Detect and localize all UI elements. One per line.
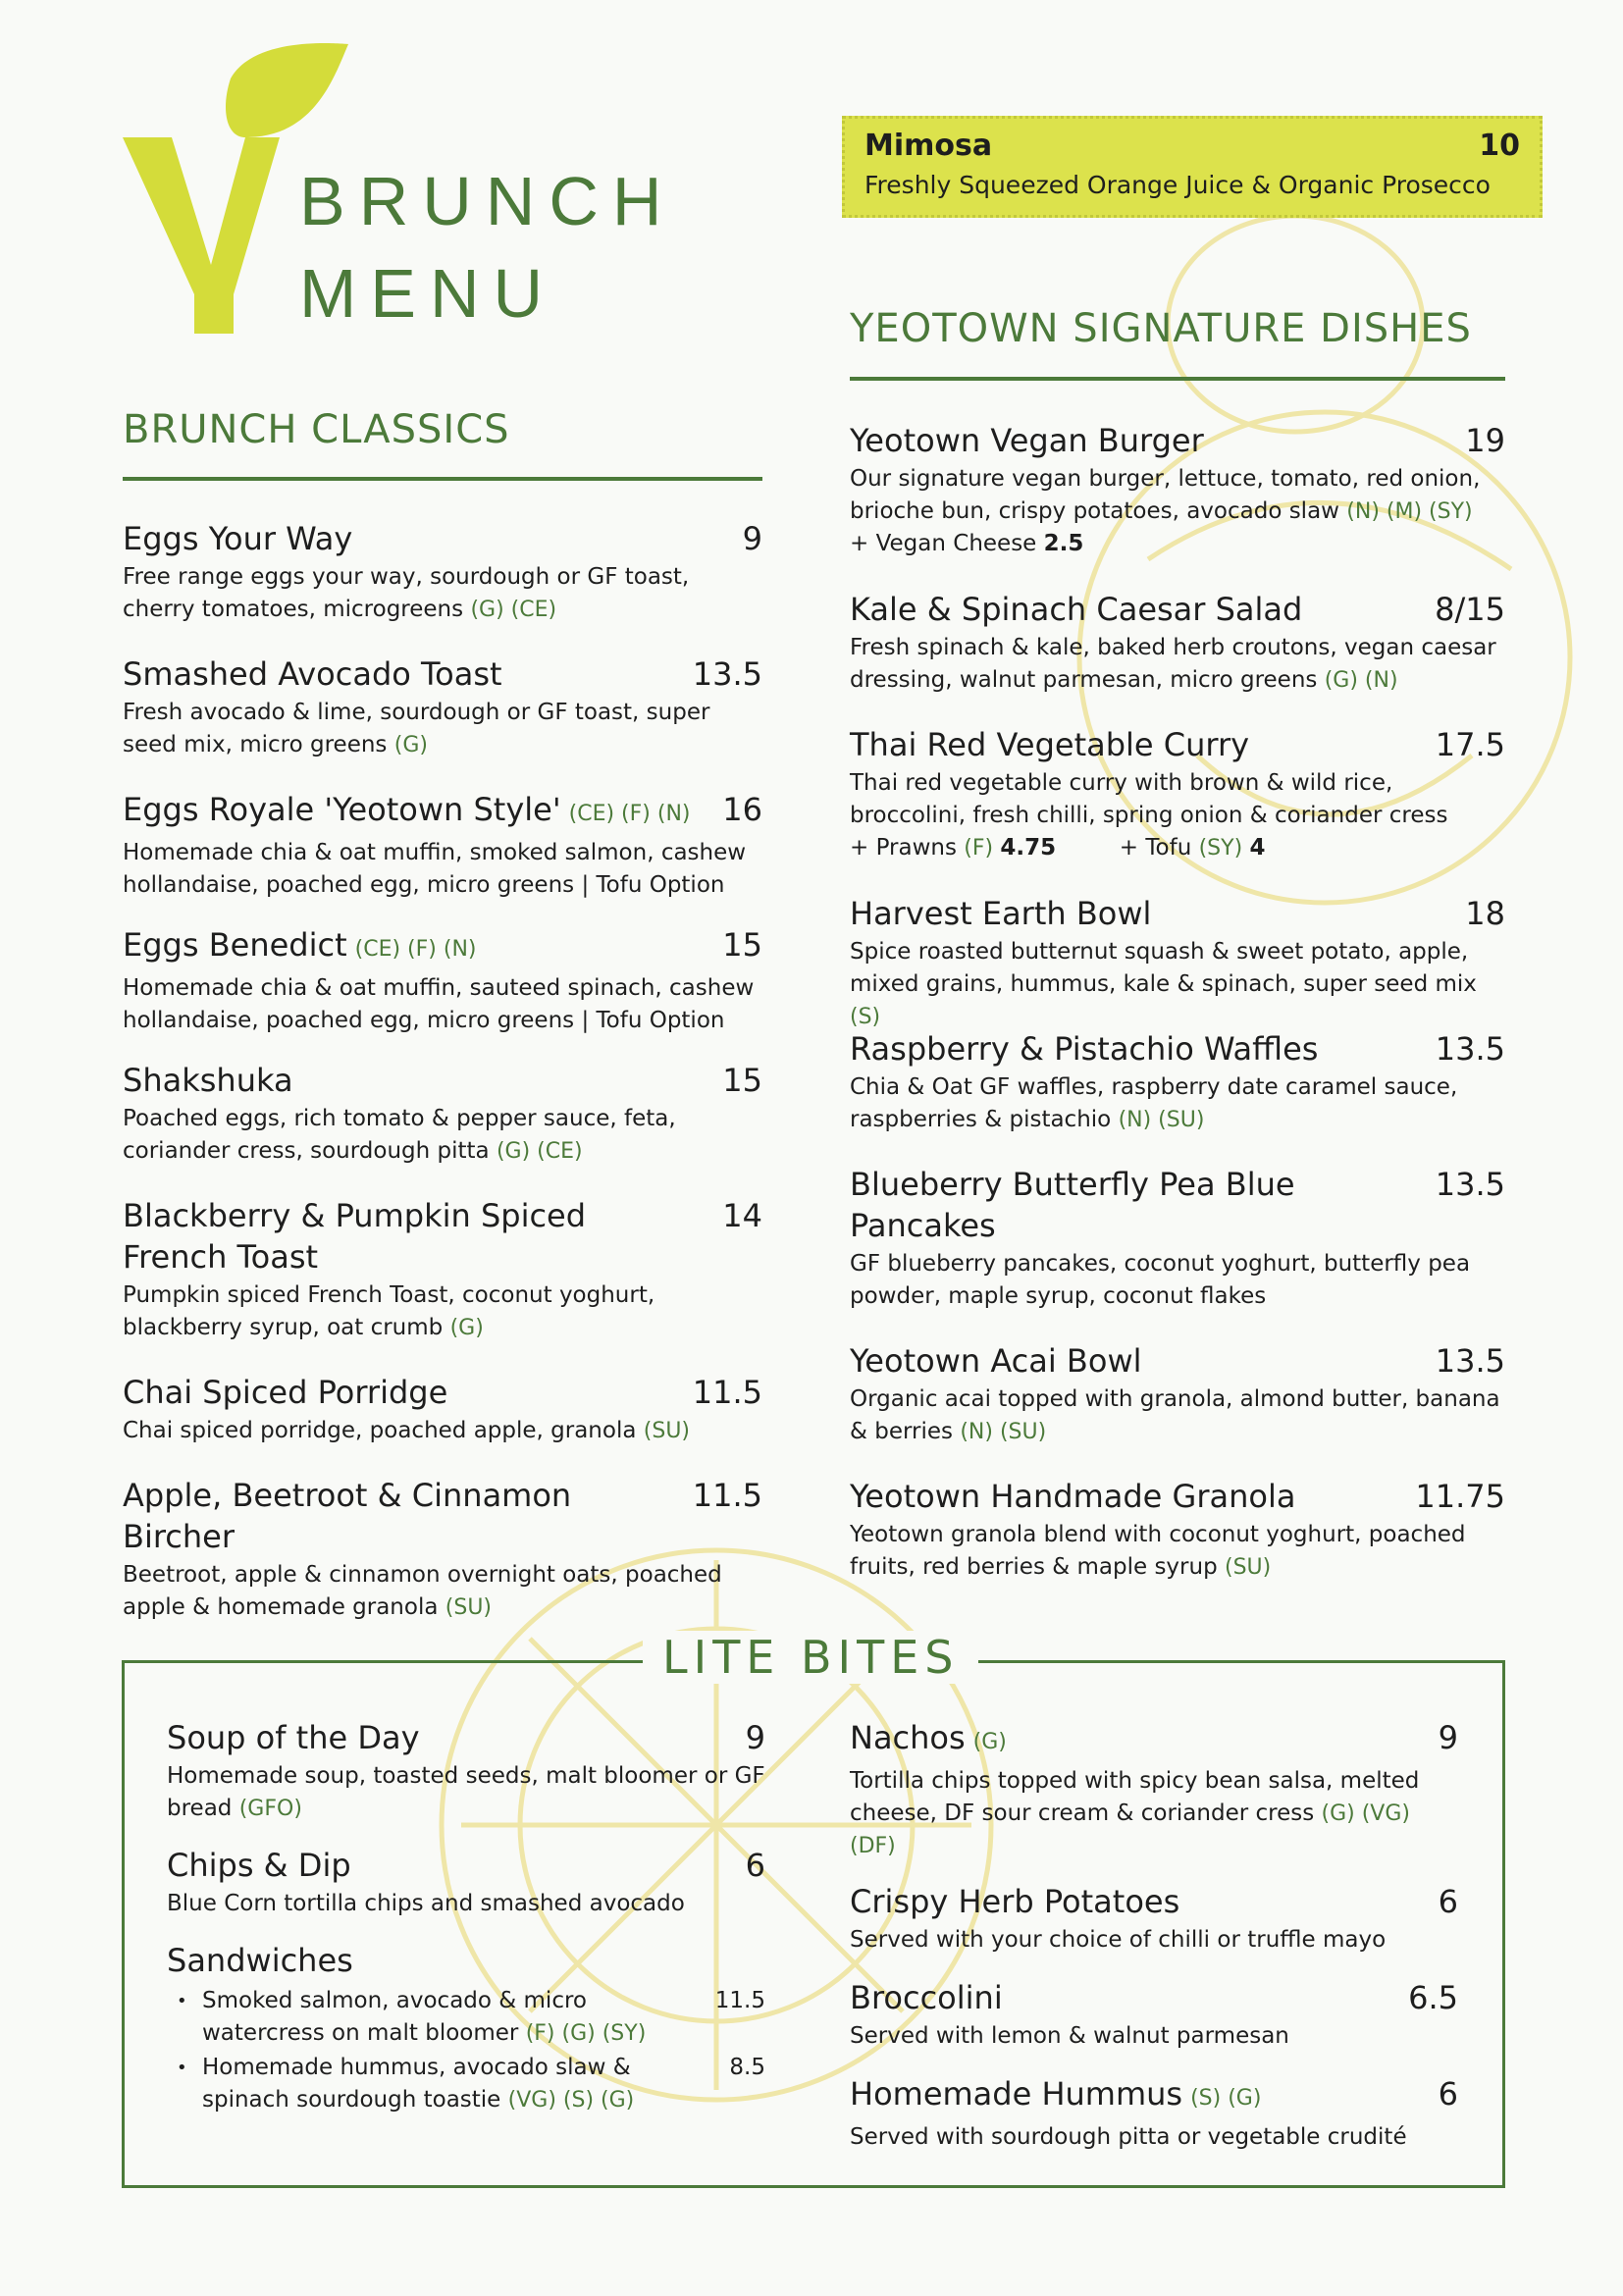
item-price: 9 bbox=[742, 520, 762, 557]
item-desc: Yeotown granola blend with coconut yoghurt, poached fruits, red berries & maple syrup (SU) bbox=[850, 1522, 1466, 1580]
menu-item bbox=[850, 724, 1505, 893]
item-name: Eggs Benedict (CE) (F) (N) bbox=[123, 926, 477, 964]
item-price: 15 bbox=[722, 926, 762, 964]
menu-item bbox=[850, 893, 1505, 1028]
item-price: 11.5 bbox=[692, 1374, 762, 1411]
menu-item bbox=[850, 1340, 1505, 1476]
menu-item bbox=[123, 653, 762, 789]
list-item: • Smoked salmon, avocado & micro watercress on malt bloomer (F) (G) (SY) 11.5 bbox=[167, 1985, 765, 2050]
item-name: Chai Spiced Porridge bbox=[123, 1374, 448, 1411]
menu-item bbox=[850, 1164, 1505, 1340]
item-desc: Poached eggs, rich tomato & pepper sauce, feta, coriander cress, sourdough pitta (G) (CE) bbox=[123, 1106, 676, 1164]
brunch-classics-list bbox=[123, 518, 762, 1620]
menu-title-line2: MENU bbox=[299, 255, 557, 332]
item-desc: Chia & Oat GF waffles, raspberry date caramel sauce, raspberries & pistachio (N) (SU) bbox=[850, 1074, 1458, 1132]
item-desc: Our signature vegan burger, lettuce, tomato, red onion, brioche bun, crispy potatoes, avocado slaw (N) (M) (SY) bbox=[850, 466, 1481, 524]
item-desc: Homemade chia & oat muffin, sauteed spinach, cashew hollandaise, poached egg, micro greens | Tofu Option bbox=[123, 975, 755, 1033]
item-name: Chips & Dip bbox=[167, 1847, 351, 1884]
item-price: 17.5 bbox=[1435, 726, 1505, 763]
item-price: 11.5 bbox=[692, 1477, 762, 1514]
menu-title-line1: BRUNCH bbox=[299, 163, 676, 239]
menu-item bbox=[850, 589, 1505, 724]
item-desc: Served with lemon & walnut parmesan bbox=[850, 2023, 1289, 2049]
item-desc: Fresh avocado & lime, sourdough or GF toast, super seed mix, micro greens (G) bbox=[123, 700, 710, 757]
lite-bites-heading: LITE BITES bbox=[643, 1631, 978, 1684]
item-tags: (N) (SU) bbox=[1118, 1108, 1205, 1132]
item-tags: (G) (N) bbox=[1324, 668, 1398, 693]
mimosa-name: Mimosa bbox=[864, 129, 993, 163]
item-tags: (G) bbox=[449, 1316, 484, 1340]
item-desc: Homemade chia & oat muffin, smoked salmon, cashew hollandaise, poached egg, micro greens | Tofu Option bbox=[123, 840, 747, 898]
item-name: Harvest Earth Bowl bbox=[850, 895, 1152, 932]
item-price: 15 bbox=[722, 1062, 762, 1099]
menu-item bbox=[850, 1977, 1458, 2073]
menu-title bbox=[299, 155, 675, 339]
item-tags: (N) (M) (SY) bbox=[1346, 499, 1473, 524]
item-price: 6 bbox=[1438, 2075, 1458, 2113]
item-tags: (GFO) bbox=[238, 1797, 302, 1821]
item-desc: Spice roasted butternut squash & sweet potato, apple, mixed grains, hummus, kale & spinach, super seed mix (S) bbox=[850, 939, 1477, 1029]
item-desc: Thai red vegetable curry with brown & wild rice, broccolini, fresh chilli, spring onion & coriander cress bbox=[850, 770, 1448, 828]
mimosa-desc: Freshly Squeezed Orange Juice & Organic Prosecco bbox=[864, 171, 1491, 199]
item-price: 13.5 bbox=[692, 655, 762, 693]
menu-item bbox=[123, 789, 762, 924]
item-name: Yeotown Vegan Burger bbox=[850, 422, 1204, 459]
item-price: 11.75 bbox=[1415, 1478, 1505, 1515]
item-name-tags: (S) (G) bbox=[1190, 2086, 1262, 2111]
item-desc: Tortilla chips topped with spicy bean salsa, melted cheese, DF sour cream & coriander cress (G) (VG) (DF) bbox=[850, 1768, 1420, 1858]
item-price: 8/15 bbox=[1435, 591, 1505, 628]
mimosa-highlight bbox=[842, 116, 1543, 218]
item-desc: Homemade soup, toasted seeds, malt bloomer or GF bread (GFO) bbox=[167, 1763, 765, 1821]
item-name: Blueberry Butterfly Pea Blue Pancakes bbox=[850, 1166, 1295, 1244]
item-price: 6 bbox=[745, 1847, 765, 1884]
item-price: 18 bbox=[1465, 895, 1505, 932]
menu-item bbox=[123, 1195, 762, 1372]
menu-item bbox=[850, 2073, 1458, 2169]
sandwiches-section bbox=[167, 1940, 765, 2116]
menu-item bbox=[123, 518, 762, 653]
item-name: Shakshuka bbox=[123, 1062, 293, 1099]
item-name: Eggs Royale 'Yeotown Style' (CE) (F) (N) bbox=[123, 791, 691, 828]
item-price: 16 bbox=[722, 791, 762, 828]
item-price: 6 bbox=[1438, 1883, 1458, 1920]
item-price: 9 bbox=[1438, 1719, 1458, 1756]
menu-item bbox=[123, 1475, 762, 1620]
item-extra-price: 2.5 bbox=[1043, 531, 1084, 556]
item-name: Kale & Spinach Caesar Salad bbox=[850, 591, 1303, 628]
menu-item bbox=[123, 1060, 762, 1195]
item-desc: Beetroot, apple & cinnamon overnight oats, poached apple & homemade granola (SU) bbox=[123, 1562, 722, 1620]
item-name: Smashed Avocado Toast bbox=[123, 655, 502, 693]
menu-item bbox=[167, 1845, 765, 1940]
menu-item bbox=[850, 420, 1505, 589]
signature-divider bbox=[850, 377, 1505, 381]
item-name: Blackberry & Pumpkin Spiced French Toast bbox=[123, 1197, 587, 1276]
item-price: 6.5 bbox=[1408, 1979, 1458, 2016]
item-name-tags: (CE) (F) (N) bbox=[354, 937, 477, 962]
sandwiches-heading: Sandwiches bbox=[167, 1942, 353, 1979]
item-price: 14 bbox=[722, 1197, 762, 1234]
item-price: 9 bbox=[745, 1719, 765, 1756]
item-desc: Served with your choice of chilli or truffle mayo bbox=[850, 1927, 1387, 1953]
item-tags: (S) bbox=[850, 1005, 881, 1029]
lite-bites-right bbox=[850, 1717, 1458, 2169]
item-tags: (G) (CE) bbox=[496, 1139, 583, 1164]
item-name: Yeotown Handmade Granola bbox=[850, 1478, 1296, 1515]
signature-heading: YEOTOWN SIGNATURE DISHES bbox=[850, 306, 1472, 351]
menu-item bbox=[850, 1028, 1505, 1164]
sandwiches-list bbox=[167, 1985, 765, 2116]
item-tags: (SU) bbox=[445, 1595, 492, 1620]
lite-bites-left bbox=[167, 1717, 765, 2118]
item-desc: Pumpkin spiced French Toast, coconut yoghurt, blackberry syrup, oat crumb (G) bbox=[123, 1282, 655, 1340]
item-tags: (N) (SU) bbox=[960, 1420, 1047, 1444]
item-desc: Chai spiced porridge, poached apple, granola (SU) bbox=[123, 1418, 690, 1443]
item-desc: Blue Corn tortilla chips and smashed avocado bbox=[167, 1891, 685, 1916]
item-name: Broccolini bbox=[850, 1979, 1003, 2016]
item-tags: (G) (VG) (DF) bbox=[850, 1801, 1410, 1858]
item-price: 13.5 bbox=[1435, 1342, 1505, 1380]
item-desc: Fresh spinach & kale, baked herb croutons, vegan caesar dressing, walnut parmesan, micro greens (G) (N) bbox=[850, 635, 1496, 693]
item-name: Eggs Your Way bbox=[123, 520, 353, 557]
menu-item bbox=[123, 1372, 762, 1475]
item-tags: (SU) bbox=[1224, 1555, 1272, 1580]
item-addons: + Prawns (F) 4.75 + Tofu (SY) 4 bbox=[850, 835, 1266, 861]
item-price: 13.5 bbox=[1435, 1166, 1505, 1203]
signature-list bbox=[850, 420, 1505, 1611]
mimosa-price: 10 bbox=[1479, 129, 1520, 163]
menu-item bbox=[850, 1717, 1458, 1881]
item-desc: GF blueberry pancakes, coconut yoghurt, butterfly pea powder, maple syrup, coconut flakes bbox=[850, 1251, 1471, 1309]
item-name: Raspberry & Pistachio Waffles bbox=[850, 1030, 1319, 1068]
menu-item bbox=[850, 1476, 1505, 1611]
item-tags: (G) bbox=[393, 733, 428, 757]
item-price: 8.5 bbox=[729, 2055, 765, 2080]
item-name: Nachos (G) bbox=[850, 1719, 1007, 1756]
item-extra: + Vegan Cheese 2.5 bbox=[850, 531, 1084, 556]
item-tags: (SU) bbox=[643, 1419, 690, 1443]
item-desc: Organic acai topped with granola, almond butter, banana & berries (N) (SU) bbox=[850, 1386, 1500, 1444]
item-name-tags: (CE) (F) (N) bbox=[568, 802, 691, 826]
item-name: Thai Red Vegetable Curry bbox=[850, 726, 1250, 763]
item-name: Homemade Hummus (S) (G) bbox=[850, 2075, 1262, 2113]
item-price: 13.5 bbox=[1435, 1030, 1505, 1068]
item-name-tags: (G) bbox=[972, 1730, 1007, 1754]
item-name: Crispy Herb Potatoes bbox=[850, 1883, 1180, 1920]
item-desc: Free range eggs your way, sourdough or GF toast, cherry tomatoes, microgreens (G) (CE) bbox=[123, 564, 690, 622]
item-name: Yeotown Acai Bowl bbox=[850, 1342, 1142, 1380]
menu-item bbox=[850, 1881, 1458, 1977]
menu-item bbox=[167, 1717, 765, 1845]
item-desc: Served with sourdough pitta or vegetable crudité bbox=[850, 2124, 1407, 2150]
item-price: 19 bbox=[1465, 422, 1505, 459]
menu-item bbox=[123, 924, 762, 1060]
brunch-classics-heading: BRUNCH CLASSICS bbox=[123, 407, 510, 452]
item-name: Apple, Beetroot & Cinnamon Bircher bbox=[123, 1477, 572, 1555]
item-name: Soup of the Day bbox=[167, 1719, 420, 1756]
item-tags: (G) (CE) bbox=[470, 598, 557, 622]
list-item: • Homemade hummus, avocado slaw & spinach sourdough toastie (VG) (S) (G) 8.5 bbox=[167, 2052, 765, 2116]
brunch-classics-divider bbox=[123, 477, 762, 481]
item-price: 11.5 bbox=[714, 1988, 765, 2013]
